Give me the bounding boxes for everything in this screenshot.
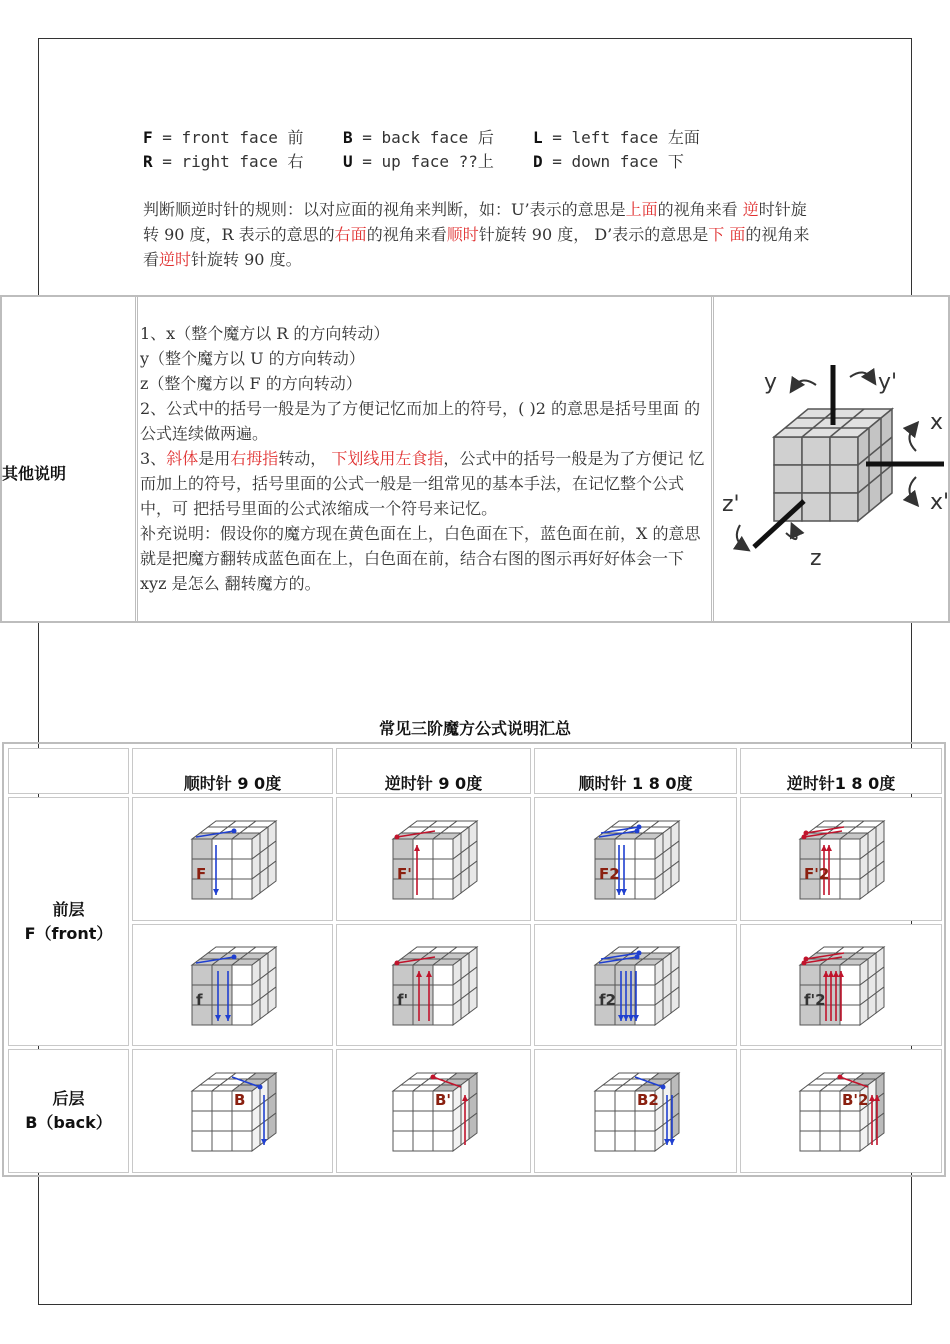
cube-move-illustration xyxy=(786,809,896,909)
axis-label-x-prime: x' xyxy=(930,490,948,515)
face-letter: D xyxy=(533,152,543,171)
face-desc: = right face 右 xyxy=(152,152,304,171)
face-letter: F xyxy=(143,128,153,147)
cube-label: F' xyxy=(396,865,412,883)
axis-label-y-prime: y' xyxy=(878,370,898,395)
column-header: 逆时针 9 0度 xyxy=(336,748,531,794)
note-line: y（整个魔方以 U 的方向转动） xyxy=(140,349,365,368)
face-desc: = back face 后 xyxy=(352,128,494,147)
formula-image-cell xyxy=(534,797,737,921)
note-line: 3、斜体是用右拇指转动， 下划线用左食指，公式中的括号一般是为了方便记 忆而加上的符号，括号里面的公式一般是一组常见的基本手法，在记忆整个公式中，可 把括号里面的公式浓缩成一个符号来记忆。 xyxy=(140,449,705,518)
axis-diagram-cell xyxy=(716,297,948,621)
cube-move-illustration xyxy=(786,935,896,1035)
face-letter: R xyxy=(143,152,153,171)
cube-move-illustration xyxy=(581,809,691,909)
axis-label-z-prime: z' xyxy=(722,492,740,517)
face-letter: U xyxy=(343,152,353,171)
cube-move-illustration xyxy=(178,935,288,1035)
note-line: 补充说明：假设你的魔方现在黄色面在上，白色面在下，蓝色面在前，X 的意思 就是把魔方翻转成蓝色面在上，白色面在前，结合右图的图示再好好体会一下 xyz 是怎么 翻转魔方的。 xyxy=(140,524,701,593)
cube-move-illustration xyxy=(379,935,489,1035)
formula-image-cell xyxy=(740,1049,942,1173)
note-line: 2、公式中的括号一般是为了方便记忆而加上的符号，( )2 的意思是括号里面 的公式连续做两遍。 xyxy=(140,399,701,443)
row-label-front: 前层 F（front） xyxy=(8,797,129,1046)
formula-image-cell xyxy=(336,797,531,921)
face-desc: = left face 左面 xyxy=(542,128,700,147)
formula-image-cell xyxy=(336,1049,531,1173)
column-header: 顺时针 9 0度 xyxy=(132,748,333,794)
face-letter: L xyxy=(533,128,543,147)
face-legend xyxy=(143,126,700,174)
formula-image-cell xyxy=(132,924,333,1046)
formula-image-cell xyxy=(534,924,737,1046)
row-label-back: 后层 B（back） xyxy=(8,1049,129,1173)
cube-label: B' xyxy=(434,1091,451,1109)
cube-move-illustration xyxy=(581,935,691,1035)
cube-label: F'2 xyxy=(804,865,830,883)
face-desc: = front face 前 xyxy=(152,128,304,147)
formula-image-cell xyxy=(336,924,531,1046)
axis-label-y: y xyxy=(764,370,778,395)
axis-label-x: x xyxy=(930,410,944,435)
cube-label: B xyxy=(233,1091,245,1109)
face-legend-row xyxy=(143,150,700,174)
formula-image-cell xyxy=(132,1049,333,1173)
face-desc: = down face 下 xyxy=(542,152,684,171)
cube-move-illustration xyxy=(178,809,288,909)
column-header: 逆时针1 8 0度 xyxy=(740,748,942,794)
cube-move-illustration xyxy=(178,1061,288,1161)
cube-label: B2 xyxy=(636,1091,659,1109)
cube-move-illustration xyxy=(379,809,489,909)
axis-label-z: z xyxy=(810,546,822,571)
summary-title: 常见三阶魔方公式说明汇总 xyxy=(378,719,571,738)
other-notes-text-cell xyxy=(138,297,714,621)
other-notes-label-cell xyxy=(2,297,138,621)
formula-image-cell xyxy=(534,1049,737,1173)
other-notes-label: 其他说明 xyxy=(2,464,67,483)
cube-label: f' xyxy=(396,991,408,1009)
cube-label: f xyxy=(195,991,203,1009)
cube-move-illustration xyxy=(379,1061,489,1161)
face-letter: B xyxy=(343,128,353,147)
note-line: 1、x（整个魔方以 R 的方向转动） xyxy=(140,324,390,343)
cube-label: f2 xyxy=(598,991,616,1009)
face-legend-row xyxy=(143,126,700,150)
corner-cell xyxy=(8,748,129,794)
cube-label: B'2 xyxy=(842,1091,869,1109)
column-header: 顺时针 1 8 0度 xyxy=(534,748,737,794)
cube-move-illustration xyxy=(581,1061,691,1161)
formula-table xyxy=(2,742,946,1177)
cube-label: f'2 xyxy=(804,991,826,1009)
formula-image-cell xyxy=(740,797,942,921)
cube-move-illustration xyxy=(786,1061,896,1161)
face-desc: = up face ??上 xyxy=(352,152,494,171)
other-notes-table xyxy=(0,295,950,623)
formula-image-cell xyxy=(740,924,942,1046)
formula-image-cell xyxy=(132,797,333,921)
cube-label: F2 xyxy=(598,865,620,883)
note-line: z（整个魔方以 F 的方向转动） xyxy=(140,374,362,393)
cube-label: F xyxy=(195,865,206,883)
cube-axis-diagram xyxy=(716,297,948,621)
rotation-rule-paragraph: 判断顺逆时针的规则：以对应面的视角来判断，如：U’表示的意思是上面的视角来看 逆时针旋转 90 度，R 表示的意思的右面的视角来看顺时针旋转 90 度， D’表示的意思是下 面的视角来看逆时针旋转 90 度。 xyxy=(143,200,810,269)
